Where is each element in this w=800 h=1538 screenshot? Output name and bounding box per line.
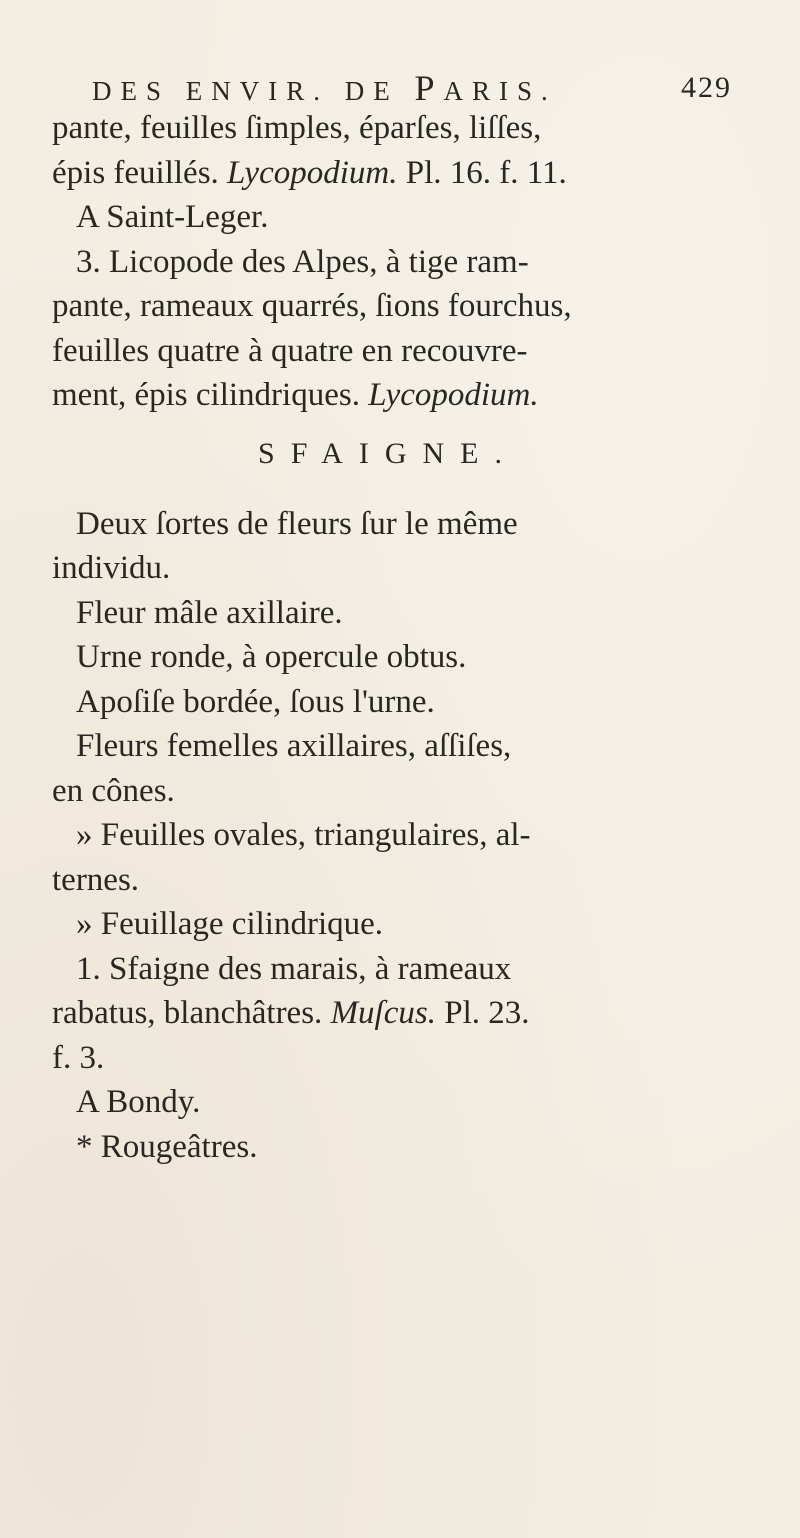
text-line (52, 947, 712, 992)
text-run: » Feuillage cilindrique. (76, 906, 384, 942)
text-line (52, 680, 712, 725)
text-line (52, 546, 712, 591)
text-line (52, 902, 712, 947)
text-run: » Feuilles ovales, triangulaires, al- (76, 817, 531, 853)
text-line (52, 991, 712, 1036)
text-line (52, 858, 712, 903)
page-number: 429 (681, 71, 732, 104)
text-line (52, 1080, 712, 1125)
text-line (52, 240, 712, 285)
text-run: A Saint-Leger. (76, 199, 269, 235)
text-run: Pl. 16. f. 11. (397, 154, 567, 191)
text-line (52, 373, 712, 418)
text-run: en cônes. (52, 772, 175, 809)
text-run: Deux ſortes de fleurs ſur le même (76, 505, 518, 542)
text-run: Pl. 23. (435, 995, 530, 1031)
text-line (52, 813, 712, 858)
section-title: SFAIGNE. (258, 436, 518, 470)
text-run: A Bondy. (76, 1084, 201, 1120)
text-run: Fleurs femelles axillaires, aſſiſes, (76, 728, 512, 764)
text-run: feuilles quatre à quatre en recouvre- (52, 332, 528, 369)
text-run: pante, rameaux quarrés, ſions fourchus, (52, 288, 572, 324)
text-run: Apoſiſe bordée, ſous l'urne. (76, 683, 435, 720)
text-line (52, 151, 712, 196)
text-line (52, 635, 712, 680)
text-run: ternes. (52, 861, 140, 898)
text-line (52, 106, 712, 151)
lycopode-block (52, 106, 712, 418)
text-run: individu. (52, 550, 171, 586)
text-run: pante, feuilles ſimples, éparſes, liſſes, (52, 110, 542, 146)
text-run: 3. Licopode des Alpes, à tige ram- (76, 243, 529, 280)
text-run: 1. Sfaigne des marais, à rameaux (76, 950, 512, 987)
text-run: * Rougeâtres. (76, 1128, 258, 1165)
text-run: épis feuillés. (52, 154, 228, 191)
text-line (52, 591, 712, 636)
italic-term: Lycopodium. (227, 154, 398, 191)
text-run: rabatus, blanchâtres. (52, 995, 331, 1031)
text-run: Fleur mâle axillaire. (76, 594, 343, 631)
text-line (52, 724, 712, 769)
text-line (52, 502, 712, 547)
text-line (52, 195, 712, 240)
text-line (52, 329, 712, 374)
text-line (52, 1036, 712, 1081)
italic-term: Lycopodium. (368, 377, 539, 413)
text-line (52, 284, 712, 329)
text-run: f. 3. (52, 1039, 105, 1076)
running-head (92, 68, 732, 108)
running-head-title: DES ENVIR. DE PARIS. (92, 68, 557, 108)
text-line (52, 1125, 712, 1170)
text-line (52, 769, 712, 814)
body-text (52, 106, 712, 1169)
text-run: ment, épis cilindriques. (52, 377, 369, 413)
sfaigne-block (52, 502, 712, 1170)
italic-term: Muſcus. (330, 995, 436, 1031)
text-run: Urne ronde, à opercule obtus. (76, 639, 467, 675)
